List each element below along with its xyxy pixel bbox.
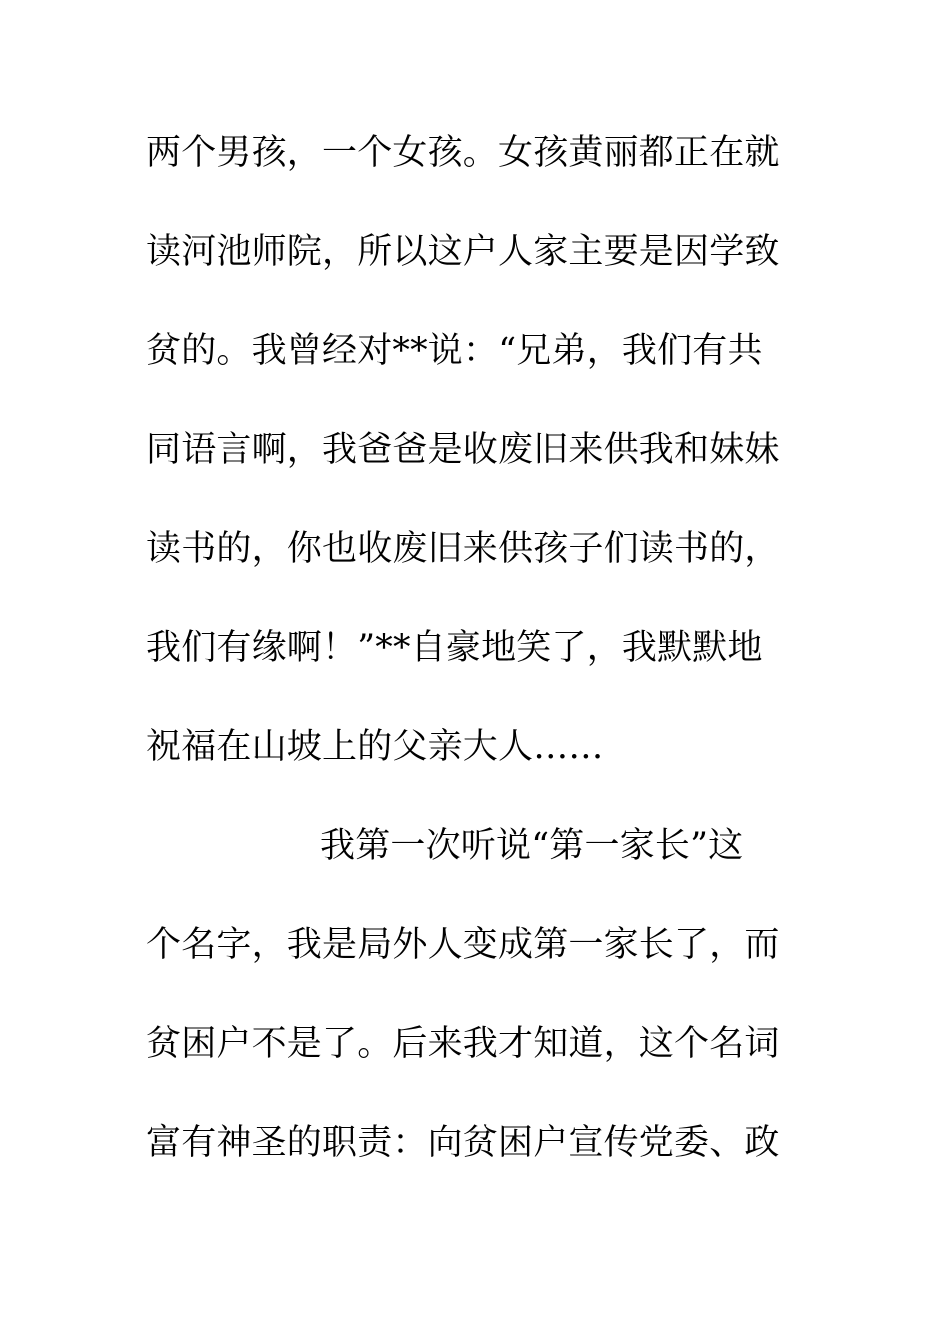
text-line: 贫的。我曾经对**说：“兄弟，我们有共: [146, 331, 763, 371]
text-line: 同语言啊，我爸爸是收废旧来供我和妹妹: [146, 430, 780, 470]
text-line: 两个男孩，一个女孩。女孩黄丽都正在就: [146, 133, 780, 173]
text-line: 读书的，你也收废旧来供孩子们读书的，: [146, 529, 780, 569]
text-line: 富有神圣的职责：向贫困户宣传党委、政: [146, 1123, 780, 1163]
text-line: 贫困户不是了。后来我才知道，这个名词: [146, 1024, 780, 1064]
text-line: 祝福在山坡上的父亲大人……: [146, 727, 604, 767]
paragraph-start-line: 我第一次听说“第一家长”这: [320, 826, 744, 866]
text-line: 个名字，我是局外人变成第一家长了，而: [146, 925, 780, 965]
text-line: 读河池师院，所以这户人家主要是因学致: [146, 232, 780, 272]
text-line: 我们有缘啊！”**自豪地笑了，我默默地: [146, 628, 763, 668]
